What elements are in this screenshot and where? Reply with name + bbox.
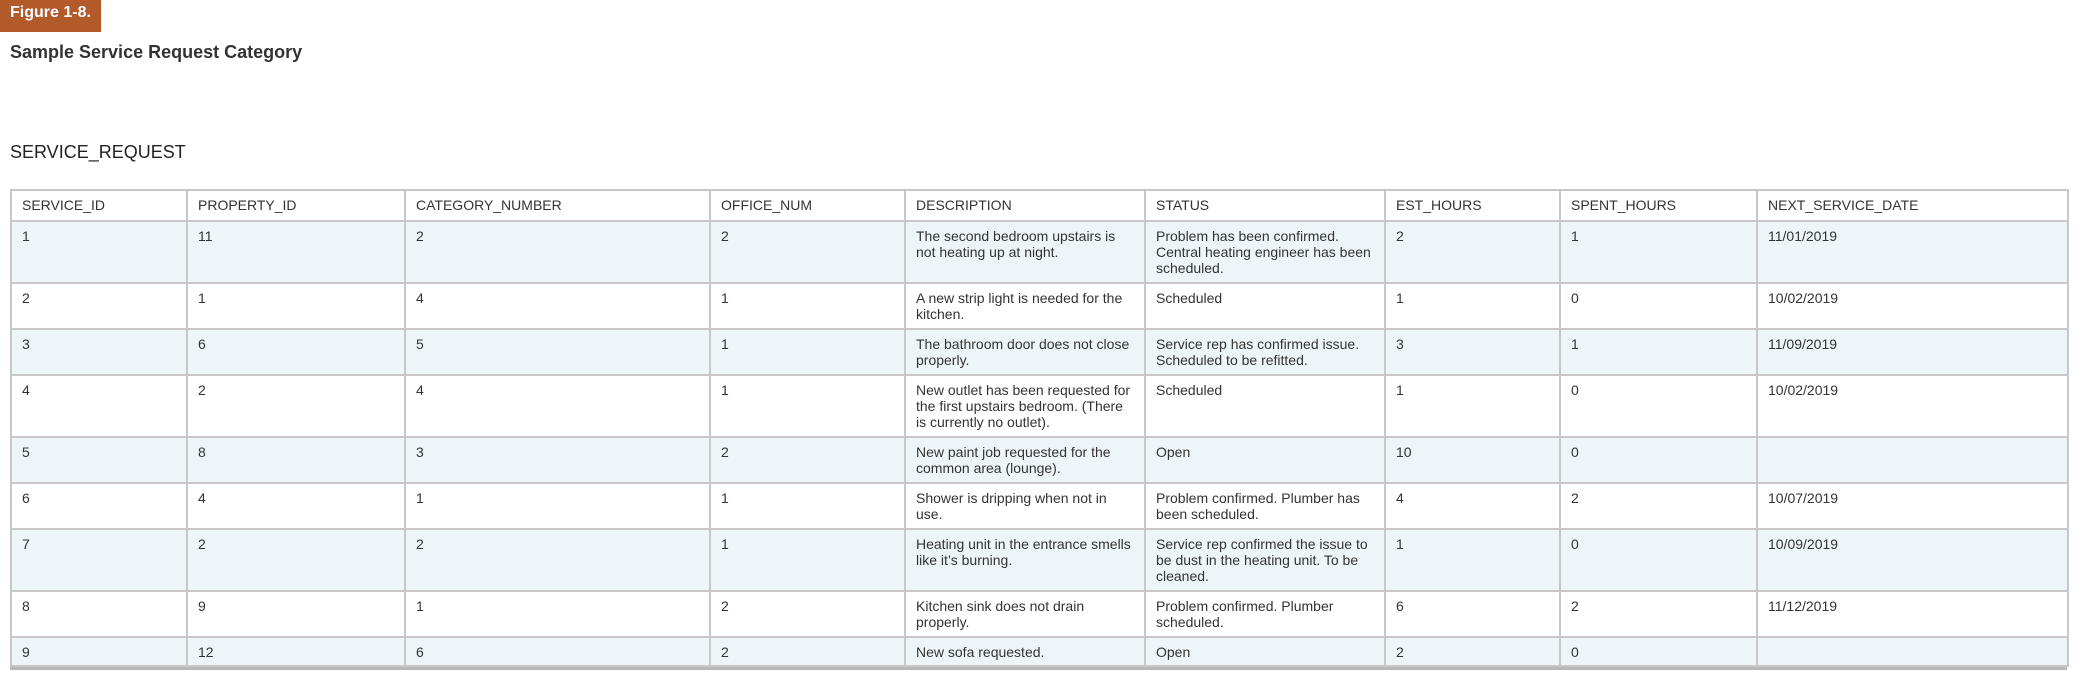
table-cell: 2	[405, 529, 710, 591]
table-cell: 8	[187, 437, 405, 483]
table-cell: Problem confirmed. Plumber scheduled.	[1145, 591, 1385, 637]
column-header: CATEGORY_NUMBER	[405, 190, 710, 221]
table-row	[11, 221, 2068, 283]
table-cell: 4	[11, 375, 187, 437]
figure-caption: Sample Service Request Category	[10, 42, 303, 62]
table-cell: 1	[1385, 529, 1560, 591]
column-header: DESCRIPTION	[905, 190, 1145, 221]
table-cell: Open	[1145, 437, 1385, 483]
column-header: EST_HOURS	[1385, 190, 1560, 221]
column-header: PROPERTY_ID	[187, 190, 405, 221]
table-cell: Open	[1145, 637, 1385, 666]
table-cell: 1	[187, 283, 405, 329]
table-row	[11, 437, 2068, 483]
table-cell: 10/02/2019	[1757, 375, 2068, 437]
service-request-table-container	[10, 189, 2067, 670]
table-cell: 9	[187, 591, 405, 637]
table-cell: New outlet has been requested for the first upstairs bedroom. (There is currently no outlet).	[905, 375, 1145, 437]
table-cell: 9	[11, 637, 187, 666]
table-cell: 10	[1385, 437, 1560, 483]
column-header: STATUS	[1145, 190, 1385, 221]
table-cell: 0	[1560, 529, 1757, 591]
table-row	[11, 591, 2068, 637]
table-cell: 4	[405, 375, 710, 437]
table-cell: 10/02/2019	[1757, 283, 2068, 329]
table-cell: Heating unit in the entrance smells like it’s burning.	[905, 529, 1145, 591]
table-cell: 11/01/2019	[1757, 221, 2068, 283]
table-cell: New paint job requested for the common area (lounge).	[905, 437, 1145, 483]
column-header: OFFICE_NUM	[710, 190, 905, 221]
table-title: SERVICE_REQUEST	[10, 142, 186, 162]
table-cell: Scheduled	[1145, 375, 1385, 437]
service-request-table	[10, 189, 2069, 667]
table-cell: 1	[1560, 329, 1757, 375]
table-cell: 2	[187, 529, 405, 591]
column-header: NEXT_SERVICE_DATE	[1757, 190, 2068, 221]
table-cell: 3	[1385, 329, 1560, 375]
table-cell: 1	[1560, 221, 1757, 283]
table-cell: 0	[1560, 637, 1757, 666]
table-cell: 0	[1560, 283, 1757, 329]
table-cell: 12	[187, 637, 405, 666]
table-cell: Kitchen sink does not drain properly.	[905, 591, 1145, 637]
table-row	[11, 329, 2068, 375]
table-cell: 6	[405, 637, 710, 666]
table-cell	[1757, 437, 2068, 483]
table-cell: 5	[11, 437, 187, 483]
column-header: SERVICE_ID	[11, 190, 187, 221]
table-cell: 2	[710, 221, 905, 283]
table-cell: 1	[710, 483, 905, 529]
table-cell: 1	[11, 221, 187, 283]
table-cell: 1	[405, 591, 710, 637]
table-cell: 2	[11, 283, 187, 329]
table-cell: 11/12/2019	[1757, 591, 2068, 637]
table-cell: Problem confirmed. Plumber has been scheduled.	[1145, 483, 1385, 529]
table-cell: 2	[1385, 221, 1560, 283]
table-cell: Service rep has confirmed issue. Scheduled to be refitted.	[1145, 329, 1385, 375]
table-row	[11, 529, 2068, 591]
table-cell: 2	[1560, 483, 1757, 529]
table-cell: 10/07/2019	[1757, 483, 2068, 529]
column-header: SPENT_HOURS	[1560, 190, 1757, 221]
table-cell: 8	[11, 591, 187, 637]
table-cell: The bathroom door does not close properly.	[905, 329, 1145, 375]
table-cell: 3	[405, 437, 710, 483]
table-cell: 1	[710, 529, 905, 591]
table-cell: 1	[405, 483, 710, 529]
table-cell: 6	[187, 329, 405, 375]
table-row	[11, 375, 2068, 437]
table-cell: 1	[1385, 283, 1560, 329]
table-cell: 4	[1385, 483, 1560, 529]
table-cell: A new strip light is needed for the kitchen.	[905, 283, 1145, 329]
table-cell: Problem has been confirmed. Central heating engineer has been scheduled.	[1145, 221, 1385, 283]
table-cell: 6	[11, 483, 187, 529]
table-cell: 2	[1385, 637, 1560, 666]
table-cell: Shower is dripping when not in use.	[905, 483, 1145, 529]
table-cell: 0	[1560, 437, 1757, 483]
table-cell: 4	[187, 483, 405, 529]
table-cell: 2	[710, 437, 905, 483]
table-cell: 1	[710, 375, 905, 437]
table-cell: 1	[710, 329, 905, 375]
table-cell: 1	[1385, 375, 1560, 437]
table-cell	[1757, 637, 2068, 666]
table-cell: Service rep confirmed the issue to be dust in the heating unit. To be cleaned.	[1145, 529, 1385, 591]
table-row	[11, 483, 2068, 529]
table-cell: 7	[11, 529, 187, 591]
table-cell: 0	[1560, 375, 1757, 437]
table-cell: 2	[1560, 591, 1757, 637]
table-cell: 2	[710, 637, 905, 666]
table-cell: New sofa requested.	[905, 637, 1145, 666]
table-cell: The second bedroom upstairs is not heating up at night.	[905, 221, 1145, 283]
table-row	[11, 637, 2068, 666]
table-cell: 5	[405, 329, 710, 375]
table-cell: 1	[710, 283, 905, 329]
table-cell: 6	[1385, 591, 1560, 637]
table-cell: 3	[11, 329, 187, 375]
table-cell: Scheduled	[1145, 283, 1385, 329]
table-row	[11, 283, 2068, 329]
table-cell: 4	[405, 283, 710, 329]
table-cell: 2	[405, 221, 710, 283]
table-cell: 10/09/2019	[1757, 529, 2068, 591]
table-cell: 2	[710, 591, 905, 637]
table-cell: 11/09/2019	[1757, 329, 2068, 375]
table-cell: 11	[187, 221, 405, 283]
table-cell: 2	[187, 375, 405, 437]
header-row	[11, 190, 2068, 221]
figure-label: Figure 1-8.	[0, 0, 101, 32]
